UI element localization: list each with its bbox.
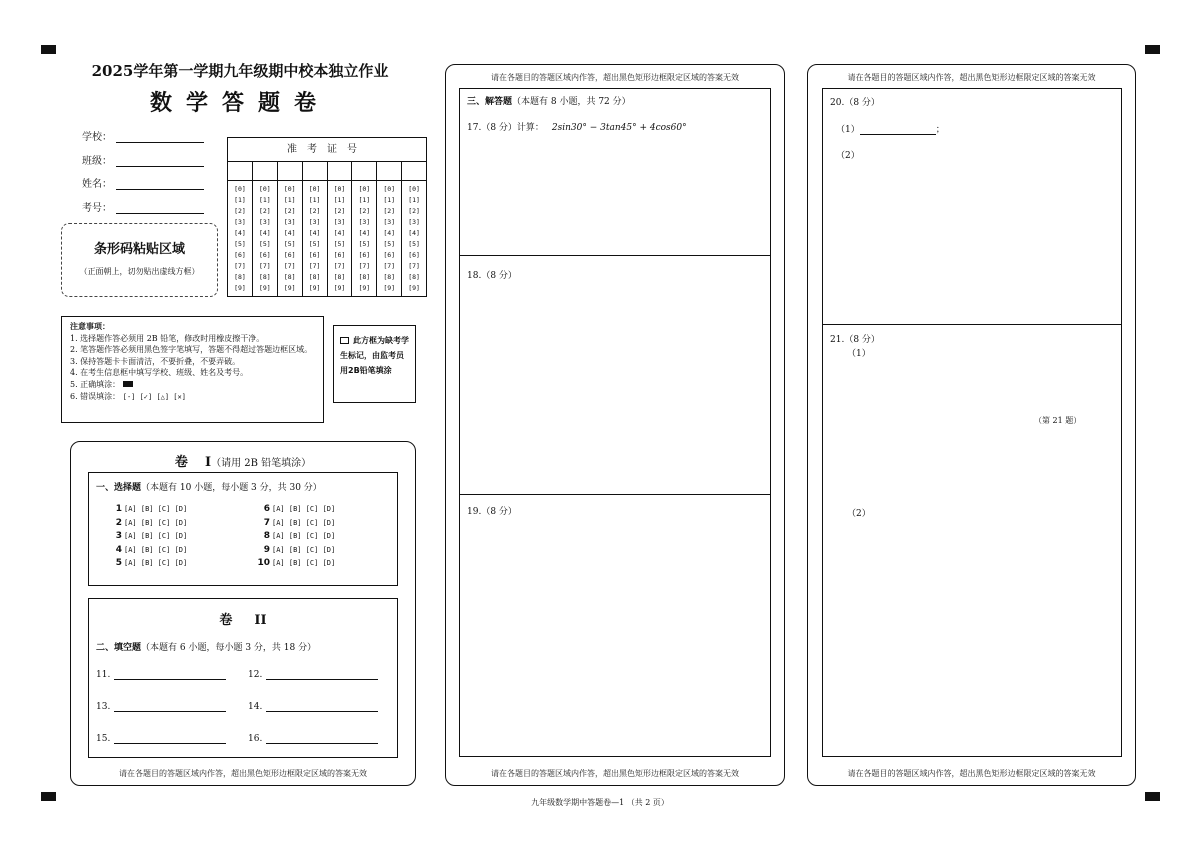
ticket-bubble[interactable]: [6]	[408, 251, 420, 259]
ticket-bubble[interactable]: [1]	[308, 196, 321, 204]
ticket-bubble[interactable]: [5]	[283, 240, 296, 248]
mc-question-number: 4	[115, 544, 122, 555]
blank-12[interactable]: 12.	[248, 670, 378, 680]
q17-label: 17.（8 分）计算： 2sin30° − 3tan45° + 4cos60°	[467, 123, 687, 133]
q20-sub2: （2）	[836, 151, 860, 161]
ticket-bubble[interactable]: [4]	[234, 229, 246, 237]
page-subtitle: 数学答题卷	[149, 90, 330, 116]
field-label: 班级：	[82, 156, 112, 167]
ticket-bubble[interactable]: [4]	[383, 229, 396, 237]
ticket-bubble[interactable]: [6]	[358, 251, 371, 259]
mc-options[interactable]: [A] [B] [C] [D]	[124, 532, 188, 540]
field-label: 姓名：	[82, 179, 112, 190]
mc-question-number: 5	[115, 558, 122, 568]
ticket-digit-box[interactable]	[278, 162, 303, 180]
notice-item: 1. 选择题作答必须用 2B 铅笔，修改时用橡皮擦干净。	[70, 333, 265, 343]
q21-sub2: （2）	[847, 509, 871, 519]
notice-box	[61, 316, 324, 423]
ticket-bubble[interactable]: [3]	[258, 218, 271, 226]
notice-title: 注意事项：	[70, 322, 110, 331]
notice-item-wrong: 6. 错误填涂： [-] [✓] [△] [✕]	[70, 391, 186, 401]
mc-question-number: 7	[263, 517, 270, 528]
ticket-bubble[interactable]: [4]	[283, 229, 296, 237]
ticket-bubble[interactable]: [5]	[258, 240, 271, 248]
ticket-bubble[interactable]: [9]	[258, 284, 271, 292]
ticket-bubble[interactable]: [0]	[408, 185, 420, 193]
ticket-bubble[interactable]: [5]	[383, 240, 396, 248]
ticket-bubble[interactable]: [8]	[283, 273, 296, 281]
ticket-digit-box[interactable]	[352, 162, 377, 180]
q19-area[interactable]	[459, 494, 771, 757]
ticket-bubble[interactable]: [3]	[308, 218, 321, 226]
ticket-bubble[interactable]: [0]	[283, 185, 296, 193]
ticket-bubble[interactable]: [9]	[283, 284, 296, 292]
notice-item: 4. 在考生信息框中填写学校、班级、姓名及考号。	[70, 368, 249, 378]
q21-figure-caption: （第 21 题）	[1034, 416, 1082, 425]
page-footer: 九年级数学期中答题卷—1 （共 2 页）	[531, 798, 669, 807]
notice-item-correct: 5. 正确填涂：	[70, 379, 315, 391]
mc-options[interactable]: [A] [B] [C] [D]	[124, 505, 188, 513]
blank-13[interactable]: 13.	[96, 702, 226, 712]
ticket-digit-box[interactable]	[377, 162, 402, 180]
ticket-bubble[interactable]: [5]	[234, 240, 246, 248]
ticket-bubble[interactable]: [7]	[358, 262, 371, 270]
ticket-bubble[interactable]: [3]	[408, 218, 420, 226]
mc-question-number: 3	[115, 531, 122, 541]
ticket-bubble[interactable]: [0]	[383, 185, 396, 193]
ticket-bubble[interactable]: [6]	[308, 251, 321, 259]
ticket-bubble[interactable]: [4]	[308, 229, 321, 237]
ticket-bubble[interactable]: [1]	[358, 196, 371, 204]
warning-note: 请在各题目的答题区域内作答，超出黑色矩形边框限定区域的答案无效	[847, 769, 1096, 778]
ticket-bubble[interactable]: [6]	[234, 251, 246, 259]
q20-sub1[interactable]: （1） ；	[836, 125, 945, 135]
mc-options[interactable]: [A] [B] [C] [D]	[124, 559, 188, 567]
mc-options[interactable]: [A] [B] [C] [D]	[272, 518, 336, 527]
part3-title: 三、解答题（本题有 8 小题，共 72 分）	[467, 97, 631, 107]
ticket-bubble[interactable]: [0]	[258, 185, 271, 193]
absent-checkbox-icon[interactable]	[340, 337, 349, 344]
part1-header: 卷 I（请用 2B 铅笔填涂）	[174, 455, 312, 470]
ticket-bubble[interactable]: [9]	[333, 284, 346, 292]
ticket-bubble[interactable]: [2]	[258, 207, 271, 215]
mc-question-number: 1	[115, 504, 122, 514]
mc-question-row[interactable]	[108, 544, 187, 558]
ticket-bubble[interactable]: [5]	[308, 240, 321, 248]
ticket-bubble[interactable]: [2]	[283, 207, 296, 215]
ticket-bubble[interactable]: [8]	[308, 273, 321, 281]
mc-options[interactable]: [A] [B] [C] [D]	[272, 505, 336, 513]
ticket-bubble[interactable]: [1]	[408, 196, 420, 204]
ticket-bubble-column	[228, 181, 253, 296]
ticket-bubble[interactable]: [2]	[234, 207, 246, 215]
q21-area[interactable]	[822, 324, 1122, 757]
ticket-bubble[interactable]: [3]	[283, 218, 296, 226]
ticket-bubble[interactable]: [9]	[308, 284, 321, 292]
barcode-title: 条形码粘贴区域	[93, 242, 185, 257]
ticket-digit-box[interactable]	[328, 162, 353, 180]
ticket-bubble[interactable]: [7]	[333, 262, 346, 270]
ticket-bubble[interactable]: [8]	[333, 273, 346, 281]
ticket-bubble-column	[377, 181, 402, 296]
notice-item: 2. 笔答题作答必须用黑色签字笔填写，答题不得超过答题边框区域。	[70, 345, 313, 355]
ticket-bubble[interactable]: [8]	[258, 273, 271, 281]
ticket-bubble[interactable]: [4]	[408, 229, 420, 237]
ticket-bubble[interactable]: [6]	[283, 251, 296, 259]
mc-section-title: 一、选择题（本题有 10 小题，每小题 3 分，共 30 分）	[96, 483, 322, 493]
mc-options[interactable]: [A] [B] [C] [D]	[124, 545, 188, 554]
ticket-bubble[interactable]: [7]	[408, 262, 420, 270]
ticket-bubble[interactable]: [6]	[258, 251, 271, 259]
ticket-bubble[interactable]: [0]	[308, 185, 321, 193]
mc-question-row[interactable]	[256, 530, 335, 544]
ticket-bubble-column	[352, 181, 377, 296]
ticket-bubble[interactable]: [6]	[383, 251, 396, 259]
ticket-bubble[interactable]: [4]	[333, 229, 346, 237]
ticket-bubble[interactable]: [8]	[358, 273, 371, 281]
q18-area[interactable]	[459, 255, 771, 495]
mc-options[interactable]: [A] [B] [C] [D]	[272, 559, 336, 567]
ticket-bubble[interactable]: [9]	[234, 284, 246, 292]
alignment-mark	[41, 45, 56, 54]
mc-question-row[interactable]	[256, 557, 335, 571]
q17-area[interactable]	[459, 88, 771, 256]
ticket-bubble[interactable]: [9]	[408, 284, 420, 292]
mc-options[interactable]: [A] [B] [C] [D]	[272, 545, 336, 554]
mc-question-row[interactable]	[256, 503, 335, 517]
mc-questions-right	[256, 503, 335, 571]
absent-mark-box[interactable]	[333, 325, 416, 403]
mc-question-number: 10	[257, 558, 270, 568]
q21-label: 21.（8 分）	[830, 335, 880, 345]
school-field[interactable]	[82, 128, 204, 143]
ticket-bubble[interactable]: [0]	[234, 185, 246, 193]
ticket-bubble[interactable]: [5]	[408, 240, 420, 248]
blank-11[interactable]: 11.	[96, 670, 226, 680]
warning-note: 请在各题目的答题区域内作答，超出黑色矩形边框限定区域的答案无效	[491, 769, 739, 778]
mc-question-row[interactable]	[256, 517, 335, 531]
class-field[interactable]	[82, 152, 204, 167]
ticket-bubble[interactable]: [3]	[333, 218, 346, 226]
mc-question-row[interactable]	[108, 517, 187, 531]
mc-question-row[interactable]	[256, 544, 335, 558]
q19-label: 19.（8 分）	[467, 507, 517, 517]
ticket-bubble[interactable]: [5]	[358, 240, 371, 248]
ticket-bubble[interactable]: [2]	[333, 207, 346, 215]
absent-text: 此方框为缺考学生标记，由监考员用2B铅笔填涂	[340, 336, 409, 375]
page-title: 2025学年第一学期九年级期中校本独立作业	[91, 62, 389, 80]
mc-questions-left	[108, 503, 187, 571]
mc-question-number: 2	[115, 517, 122, 528]
ticket-bubble-column	[278, 181, 303, 296]
ticket-bubble[interactable]: [7]	[258, 262, 271, 270]
mc-question-row[interactable]	[108, 530, 187, 544]
ticket-bubble[interactable]: [8]	[383, 273, 396, 281]
ticket-bubble[interactable]: [3]	[358, 218, 371, 226]
ticket-bubble[interactable]: [2]	[358, 207, 371, 215]
ticket-bubble[interactable]: [2]	[308, 207, 321, 215]
ticket-digit-box[interactable]	[303, 162, 328, 180]
ticket-bubble[interactable]: [7]	[383, 262, 396, 270]
ticket-bubble[interactable]: [7]	[308, 262, 321, 270]
field-label: 学校：	[82, 132, 112, 143]
exam-number-field[interactable]	[82, 199, 204, 214]
ticket-bubble-column	[303, 181, 328, 296]
blank-16[interactable]: 16.	[248, 734, 378, 744]
ticket-bubble[interactable]: [2]	[383, 207, 396, 215]
ticket-bubble-column	[328, 181, 353, 296]
ticket-bubble[interactable]: [0]	[333, 185, 346, 193]
ticket-bubble[interactable]: [8]	[234, 273, 246, 281]
ticket-bubble-column	[402, 181, 426, 296]
wrong-marks: [-] [✓] [△] [✕]	[122, 392, 186, 401]
mc-options[interactable]: [A] [B] [C] [D]	[124, 518, 188, 527]
ticket-digit-boxes	[228, 162, 426, 181]
exam-ticket-grid	[227, 137, 427, 297]
barcode-hint: （正面朝上，切勿贴出虚线方框）	[79, 267, 200, 276]
notice-item: 3. 保持答题卡卡面清洁，不要折叠，不要弄破。	[70, 356, 241, 366]
ticket-bubble-columns	[228, 181, 426, 296]
ticket-bubble[interactable]: [4]	[258, 229, 271, 237]
ticket-bubble[interactable]: [1]	[258, 196, 271, 204]
mc-question-row[interactable]	[108, 557, 187, 571]
ticket-bubble[interactable]: [9]	[358, 284, 371, 292]
ticket-bubble[interactable]: [6]	[333, 251, 346, 259]
ticket-bubble[interactable]: [1]	[283, 196, 296, 204]
part2-header: 卷 II	[219, 613, 267, 628]
alignment-mark	[1145, 45, 1160, 54]
ticket-bubble[interactable]: [7]	[234, 262, 246, 270]
ticket-bubble[interactable]: [1]	[383, 196, 396, 204]
ticket-bubble[interactable]: [8]	[408, 273, 420, 281]
warning-note: 请在各题目的答题区域内作答，超出黑色矩形边框限定区域的答案无效	[119, 769, 367, 778]
ticket-bubble[interactable]: [3]	[234, 218, 246, 226]
ticket-bubble[interactable]: [0]	[358, 185, 371, 193]
ticket-digit-box[interactable]	[228, 162, 253, 180]
filled-mark-icon	[123, 381, 133, 387]
ticket-bubble[interactable]: [4]	[358, 229, 371, 237]
ticket-bubble[interactable]: [7]	[283, 262, 296, 270]
ticket-bubble[interactable]: [5]	[333, 240, 346, 248]
barcode-area	[61, 223, 218, 297]
ticket-bubble[interactable]: [1]	[333, 196, 346, 204]
mc-options[interactable]: [A] [B] [C] [D]	[272, 532, 336, 540]
mc-question-number: 8	[263, 531, 270, 541]
blank-14[interactable]: 14.	[248, 702, 378, 712]
ticket-digit-box[interactable]	[402, 162, 426, 180]
field-label: 考号：	[82, 203, 112, 214]
ticket-bubble[interactable]: [3]	[383, 218, 396, 226]
q18-label: 18.（8 分）	[467, 271, 517, 281]
ticket-bubble[interactable]: [9]	[383, 284, 396, 292]
mc-question-number: 6	[263, 504, 270, 514]
ticket-bubble[interactable]: [1]	[234, 196, 246, 204]
ticket-bubble[interactable]: [2]	[408, 207, 420, 215]
ticket-digit-box[interactable]	[253, 162, 278, 180]
ticket-title: 准考证号	[228, 138, 426, 162]
fill-section-title: 二、填空题（本题有 6 小题，每小题 3 分，共 18 分）	[96, 643, 317, 653]
mc-question-row[interactable]	[108, 503, 187, 517]
q20-label: 20.（8 分）	[830, 98, 880, 108]
blank-15[interactable]: 15.	[96, 734, 226, 744]
mc-question-number: 9	[263, 544, 270, 555]
warning-note: 请在各题目的答题区域内作答，超出黑色矩形边框限定区域的答案无效	[847, 73, 1096, 82]
ticket-bubble-column	[253, 181, 278, 296]
warning-note: 请在各题目的答题区域内作答，超出黑色矩形边框限定区域的答案无效	[491, 73, 739, 82]
name-field[interactable]	[82, 175, 204, 190]
q21-sub1: （1）	[847, 349, 871, 359]
